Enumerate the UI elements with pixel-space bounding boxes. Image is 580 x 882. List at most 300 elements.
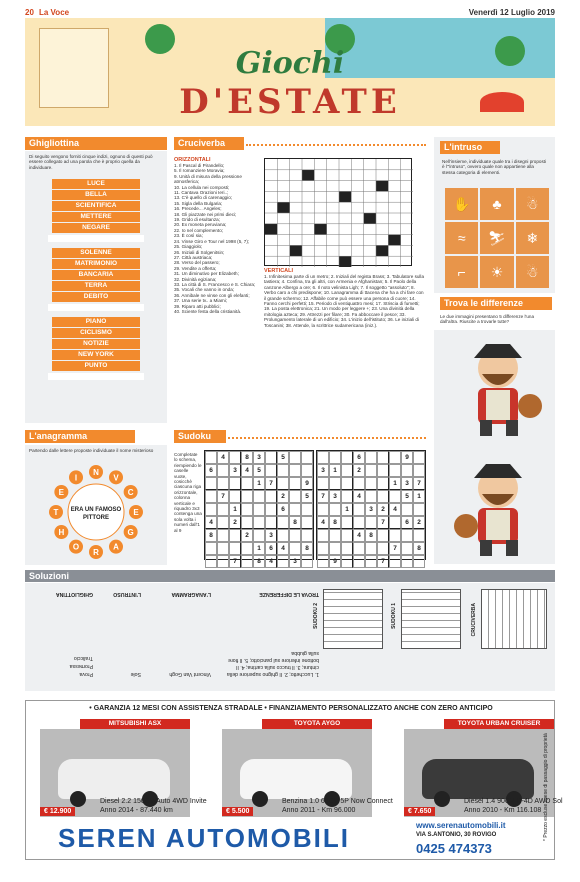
sudoku-cell[interactable]: 4 <box>389 503 401 516</box>
anagramma-letter: O <box>72 542 80 552</box>
anagramma-letter: R <box>93 548 99 557</box>
anagramma-wheel <box>30 460 162 564</box>
sudoku-cell[interactable]: 1 <box>413 490 425 503</box>
ad-phone: 0425 474373 <box>416 841 492 856</box>
sudoku-cell[interactable] <box>265 451 277 464</box>
sudoku-cell[interactable] <box>277 516 289 529</box>
sudoku-cell[interactable]: 2 <box>377 503 389 516</box>
sudoku-cell[interactable] <box>229 529 241 542</box>
sudoku-cell[interactable] <box>317 555 329 568</box>
solution-sudoku-2 <box>323 589 383 649</box>
sudoku-cell[interactable] <box>377 477 389 490</box>
sudoku-cell[interactable]: 9 <box>301 477 313 490</box>
sudoku-cell[interactable] <box>317 477 329 490</box>
sudoku-cell[interactable]: 4 <box>205 516 217 529</box>
car-price: € 7.650 <box>404 807 435 816</box>
sudoku-cell[interactable] <box>389 451 401 464</box>
sudoku-cell[interactable] <box>353 516 365 529</box>
sudoku-cell[interactable]: 2 <box>353 464 365 477</box>
sudoku-cell[interactable] <box>413 529 425 542</box>
sudoku-cell[interactable] <box>241 542 253 555</box>
soluzioni-title: Soluzioni <box>25 570 555 582</box>
sudoku-cell[interactable] <box>229 477 241 490</box>
sudoku-cell[interactable] <box>301 503 313 516</box>
sudoku-cell[interactable] <box>277 477 289 490</box>
sudoku-cell[interactable]: 6 <box>205 464 217 477</box>
verticali-heading: VERTICALI <box>264 268 294 274</box>
sudoku-cell[interactable]: 4 <box>217 451 229 464</box>
anagramma-title: L'anagramma <box>25 430 135 443</box>
soluzioni-label-intruso: L'INTRUSO <box>113 591 141 597</box>
sudoku-cell[interactable] <box>241 503 253 516</box>
car-description: Diesel 1.4 90CV D-4D AWD Sol <box>464 798 563 805</box>
sudoku-cell[interactable]: 3 <box>365 503 377 516</box>
soluzioni-label-differenze: TROVA LE DIFFERENZE <box>259 591 319 597</box>
sudoku-cell[interactable] <box>265 516 277 529</box>
snowman2-icon: ☃ <box>516 256 549 288</box>
sudoku-cell[interactable] <box>289 490 301 503</box>
anagramma-letter: V <box>113 473 119 483</box>
sudoku-cell[interactable]: 7 <box>389 542 401 555</box>
sudoku-cell[interactable] <box>301 555 313 568</box>
sudoku-grid-2 <box>316 450 426 565</box>
ghigliottina-group <box>25 317 167 380</box>
car-model-label: TOYOTA AYGO <box>262 719 372 729</box>
anagramma-letter: G <box>127 528 134 537</box>
car-model-label: MITSUBISHI ASX <box>80 719 190 729</box>
sudoku-cell[interactable] <box>253 490 265 503</box>
crossword-black-cell <box>376 181 388 192</box>
ghigliottina-word: LUCE <box>52 179 140 189</box>
sudoku-cell[interactable]: 7 <box>217 490 229 503</box>
wheel-icon <box>252 791 268 807</box>
ghigliottina-group <box>25 179 167 242</box>
sudoku-cell[interactable] <box>365 555 377 568</box>
ghigliottina-intro: Di seguito vengono forniti cinque indizi, ognuno di questi può essere collegato ad una parola che è proprio quella da individuare. <box>29 154 153 170</box>
ad-address: VIA S.ANTONIO, 30 ROVIGO <box>416 832 497 838</box>
sudoku-cell[interactable] <box>317 542 329 555</box>
sudoku-cell[interactable] <box>301 451 313 464</box>
pirate-image-1 <box>450 336 546 438</box>
sudoku-cell[interactable] <box>389 516 401 529</box>
sudoku-cell[interactable]: 4 <box>241 464 253 477</box>
sudoku-cell[interactable]: 3 <box>289 555 301 568</box>
anagramma-hint: PITTORE <box>83 515 109 521</box>
anagramma-letter: C <box>127 488 134 497</box>
car-price: € 12.900 <box>40 807 75 816</box>
sudoku-cell[interactable] <box>341 451 353 464</box>
sudoku-cell[interactable] <box>389 464 401 477</box>
anagramma-letter: E <box>133 508 139 517</box>
soluzioni-label-sudoku-2: SUDOKU 2 <box>313 603 319 629</box>
sun-icon: ☀ <box>480 256 513 288</box>
sudoku-cell[interactable]: 4 <box>353 529 365 542</box>
ad-brand: SEREN AUTOMOBILI <box>58 823 351 853</box>
anagramma-letter: H <box>58 528 65 537</box>
ghigliottina-panel <box>25 151 167 423</box>
crossword-black-cell <box>290 245 302 256</box>
sudoku-cell[interactable]: 3 <box>229 464 241 477</box>
sudoku-cell[interactable] <box>377 451 389 464</box>
sudoku-cell[interactable] <box>413 451 425 464</box>
clue-orizzontale: 20. Ex moneta peruviana; <box>174 222 227 228</box>
soluzioni-intruso: Sole <box>130 671 141 677</box>
sudoku-cell[interactable] <box>289 503 301 516</box>
sudoku-cell[interactable]: 5 <box>277 451 289 464</box>
car-description: Anno 2014 - 87.440 km <box>100 807 173 814</box>
clue-orizzontale: 10. La cellula nei composti; <box>174 184 230 190</box>
sudoku-cell[interactable]: 1 <box>329 464 341 477</box>
sudoku-cell[interactable] <box>229 490 241 503</box>
sudoku-cell[interactable] <box>401 542 413 555</box>
intruso-icons <box>445 188 549 288</box>
sudoku-cell[interactable]: 4 <box>277 542 289 555</box>
anagramma-hint: ERA UN FAMOSO <box>70 507 122 513</box>
sudoku-cell[interactable] <box>253 529 265 542</box>
sudoku-cell[interactable]: 3 <box>265 529 277 542</box>
soluzioni-ghig-3: Traliccio <box>73 655 93 661</box>
clue-orizzontale: 24. Vinse Giro e Tour nel 1998 (5, 7); <box>174 238 250 244</box>
mittens-icon: ✋ <box>445 188 478 220</box>
boots-icon: ⌐ <box>445 256 478 288</box>
ghigliottina-group <box>25 248 167 311</box>
sudoku-cell[interactable] <box>289 529 301 542</box>
anagramma-letter: N <box>93 468 99 477</box>
clue-orizzontale: 32. Divinità egiziana; <box>174 276 217 282</box>
orizzontali-block <box>174 157 260 314</box>
sudoku-cell[interactable] <box>341 555 353 568</box>
wheel-icon <box>70 791 86 807</box>
clue-orizzontale: 39. Riparo atti pubblici; <box>174 303 221 309</box>
sudoku-cell[interactable]: 3 <box>329 490 341 503</box>
ghigliottina-title: Ghigliottina <box>25 137 167 150</box>
sudoku-title: Sudoku <box>174 430 226 443</box>
sudoku-cell[interactable] <box>265 490 277 503</box>
clue-orizzontale: 15. Sigla della Bulgaria; <box>174 200 223 206</box>
sudoku-cell[interactable] <box>365 542 377 555</box>
sudoku-cell[interactable] <box>205 451 217 464</box>
sudoku-cell[interactable] <box>217 555 229 568</box>
sudoku-cell[interactable] <box>353 555 365 568</box>
soluzioni-label-sudoku-1: SUDOKU 1 <box>391 603 397 629</box>
sudoku-cell[interactable] <box>205 503 217 516</box>
sudoku-cell[interactable]: 1 <box>253 542 265 555</box>
sudoku-cell[interactable] <box>377 490 389 503</box>
sudoku-cell[interactable] <box>389 555 401 568</box>
soluzioni-differenze: 1. Lucchetto; 2. Il ghigno superiore della cintura; 3. Il trucco sulla cartina; 4. Il bottone inferiore sul panciotto; 5. Il fiore sulla giubba <box>227 650 319 677</box>
sudoku-cell[interactable]: 9 <box>329 555 341 568</box>
sudoku-cell[interactable]: 6 <box>401 516 413 529</box>
clue-orizzontale: 11. Cantava Orazioni Ieri..; <box>174 190 229 196</box>
sudoku-cell[interactable]: 4 <box>353 490 365 503</box>
sudoku-cell[interactable]: 5 <box>301 490 313 503</box>
sudoku-cell[interactable]: 1 <box>229 503 241 516</box>
crossword-black-cell <box>376 245 388 256</box>
sudoku-cell[interactable]: 8 <box>205 529 217 542</box>
sudoku-cell[interactable] <box>341 542 353 555</box>
sudoku-cell[interactable]: 1 <box>253 477 265 490</box>
sudoku-cell[interactable] <box>217 464 229 477</box>
sudoku-cell[interactable]: 8 <box>329 516 341 529</box>
ghigliottina-word: NOTIZIE <box>52 339 140 349</box>
verticali-block <box>264 268 426 328</box>
sudoku-cell[interactable] <box>265 503 277 516</box>
clue-orizzontale: 35. Vocali che vanno in onda; <box>174 287 235 293</box>
sudoku-cell[interactable]: 4 <box>317 516 329 529</box>
clue-orizzontale: 9. Unità di misura della pressione atmosferica; <box>174 173 242 185</box>
sudoku-cell[interactable] <box>413 503 425 516</box>
banner-title-line2: D'ESTATE <box>179 82 401 122</box>
crossword-black-cell <box>339 191 351 202</box>
pirate-image-2 <box>450 456 546 558</box>
soluzioni-label-anagramma: L'ANAGRAMMA <box>171 591 211 597</box>
sudoku-cell[interactable] <box>241 516 253 529</box>
car-price: € 5.500 <box>222 807 253 816</box>
sudoku-cell[interactable] <box>365 477 377 490</box>
sudoku-cell[interactable]: 8 <box>241 451 253 464</box>
sudoku-cell[interactable] <box>401 503 413 516</box>
sudoku-cell[interactable]: 6 <box>277 503 289 516</box>
sudoku-cell[interactable] <box>365 516 377 529</box>
sudoku-cell[interactable]: 8 <box>301 542 313 555</box>
ghigliottina-word: BELLA <box>52 190 140 200</box>
clue-orizzontale: 19. Grido di esultanza; <box>174 217 220 223</box>
sudoku-cell[interactable]: 2 <box>229 516 241 529</box>
sudoku-cell[interactable]: 3 <box>253 451 265 464</box>
sudoku-cell[interactable] <box>241 477 253 490</box>
sudoku-cell[interactable] <box>413 464 425 477</box>
clue-orizzontale: 22. Io nel complemento; <box>174 227 224 233</box>
sudoku-cell[interactable]: 7 <box>317 490 329 503</box>
sudoku-cell[interactable] <box>365 490 377 503</box>
solution-crossword <box>481 589 547 649</box>
clue-orizzontale: 40. Sciente festa della cristianità. <box>174 308 242 314</box>
crossword-black-cell <box>388 235 400 246</box>
soluzioni-ghig-2: Promessa <box>69 663 93 669</box>
intruso-intro: Nell'insieme, individuate quale tra i disegni proposti è l'"intruso", ovvero quale non appartiene alla stessa categoria di elementi. <box>442 159 547 175</box>
sudoku-cell[interactable]: 7 <box>265 477 277 490</box>
clue-orizzontale: 1. Il Pascal di Pirandello; <box>174 163 225 168</box>
crossword-black-cell <box>265 224 277 235</box>
sudoku-cell[interactable]: 8 <box>253 555 265 568</box>
sudoku-cell[interactable] <box>401 555 413 568</box>
sudoku-cell[interactable]: 7 <box>377 555 389 568</box>
sudoku-cell[interactable] <box>289 477 301 490</box>
sudoku-cell[interactable] <box>341 477 353 490</box>
palm-tree-icon: ♣ <box>480 188 513 220</box>
sudoku-cell[interactable] <box>301 516 313 529</box>
sudoku-cell[interactable] <box>377 464 389 477</box>
sudoku-cell[interactable]: 3 <box>401 477 413 490</box>
ghigliottina-word: NEGARE <box>52 223 140 233</box>
sudoku-cell[interactable] <box>329 529 341 542</box>
sudoku-divider <box>228 437 426 439</box>
sudoku-cell[interactable] <box>253 503 265 516</box>
car-description: Diesel 2.2 150CV Auto 4WD Invite <box>100 798 207 805</box>
sudoku-cell[interactable] <box>317 451 329 464</box>
sudoku-cell[interactable] <box>329 542 341 555</box>
answer-field[interactable] <box>48 304 144 311</box>
sudoku-cell[interactable] <box>289 464 301 477</box>
sudoku-cell[interactable]: 6 <box>265 542 277 555</box>
clue-orizzontale: 27. Città austriaca; <box>174 254 213 260</box>
sudoku-cell[interactable]: 9 <box>401 451 413 464</box>
sudoku-cell[interactable]: 5 <box>253 464 265 477</box>
sudoku-cell[interactable] <box>217 529 229 542</box>
answer-field[interactable] <box>48 373 144 380</box>
sudoku-cell[interactable] <box>241 490 253 503</box>
verticali-text: 1. Infinitesima parte di un metro; 2. Iniziali del regista Brass; 3. Tabulatore sulla tastiera; 4. Confina, tra gli altri, con Armenia e Afghanistan; 5. Il Paolo della canzone Albergo a ore; 6. Il noto velinista Ligh; 7. Il soggetto "assoluto"; 8. Verbo caro a chi predispone; 10. Lanagramma di ttacena che ha a chi fare con il grande schermo; 12. Affabile come può essere una persona di cuore; 14. Fanno cerchi perfetti; 15. Periodo di ventiquattro mesi; 17. Striscia di fumetti; 19. La posta elettronica; 21. Un modo per leggere +; 23. Una divinità della mitologia azteca; 29. Attrezzi per filare; 30. Fa abboccare il pesce; 33. Prolungamento laterale di un edificio; 34. L'inizio dell'istituto; 36. Le iniziali di Toscanini; 38. Attende, la scrittrice sudamericana (iniz.). <box>264 274 425 328</box>
sudoku-cell[interactable] <box>365 464 377 477</box>
sudoku-cell[interactable] <box>377 542 389 555</box>
sudoku-cell[interactable]: 8 <box>413 542 425 555</box>
sudoku-cell[interactable] <box>205 542 217 555</box>
sudoku-cell[interactable] <box>377 529 389 542</box>
orizzontali-list <box>174 163 260 314</box>
sudoku-cell[interactable]: 4 <box>265 555 277 568</box>
sudoku-cell[interactable]: 8 <box>289 516 301 529</box>
crossword-black-cell <box>364 213 376 224</box>
sudoku-cell[interactable]: 6 <box>353 451 365 464</box>
sudoku-cell[interactable] <box>301 529 313 542</box>
ghigliottina-word: PIANO <box>52 317 140 327</box>
sudoku-cell[interactable] <box>341 529 353 542</box>
sudoku-cell[interactable]: 3 <box>317 464 329 477</box>
sudoku-cell[interactable] <box>277 529 289 542</box>
sudoku-cell[interactable] <box>353 542 365 555</box>
sudoku-cell[interactable] <box>217 477 229 490</box>
ghigliottina-word: NEW YORK <box>52 350 140 360</box>
ghigliottina-word: DEBITO <box>52 292 140 302</box>
differenze-title: Trova le differenze <box>440 297 552 310</box>
soluzioni-label-cruciverba: CRUCIVERBA <box>471 603 477 637</box>
ghigliottina-groups <box>25 179 167 380</box>
ghigliottina-word: SOLENNE <box>52 248 140 258</box>
anagramma-letter: T <box>53 508 59 517</box>
ghigliottina-word: BANCARIA <box>52 270 140 280</box>
crossword-black-cell <box>314 224 326 235</box>
clue-orizzontale: 13. C'è quello di carenaggio; <box>174 195 233 201</box>
sudoku-cell[interactable]: 1 <box>389 477 401 490</box>
sudoku-cell[interactable] <box>353 477 365 490</box>
sudoku-cell[interactable] <box>365 451 377 464</box>
sudoku-cell[interactable] <box>241 555 253 568</box>
sudoku-cell[interactable] <box>289 542 301 555</box>
sudoku-cell[interactable] <box>389 529 401 542</box>
sudoku-cell[interactable] <box>265 464 277 477</box>
sudoku-cell[interactable] <box>205 477 217 490</box>
crossword-grid <box>264 158 412 266</box>
sudoku-cell[interactable] <box>217 503 229 516</box>
crossword-grid-lines <box>265 159 413 267</box>
solution-sudoku-1 <box>401 589 461 649</box>
sudoku-cell[interactable]: 2 <box>413 516 425 529</box>
sudoku-cell[interactable] <box>329 503 341 516</box>
sudoku-cell[interactable]: 2 <box>241 529 253 542</box>
soluzioni-text <box>29 587 319 677</box>
sudoku-cell[interactable]: 7 <box>229 555 241 568</box>
sudoku-cell[interactable] <box>205 555 217 568</box>
car-model-label: TOYOTA URBAN CRUISER <box>444 719 554 729</box>
sudoku-cell[interactable] <box>329 451 341 464</box>
page-number: 20 <box>25 8 34 17</box>
sudoku-cell[interactable]: 2 <box>277 490 289 503</box>
sudoku-cell[interactable] <box>341 516 353 529</box>
sudoku-cell[interactable] <box>317 503 329 516</box>
sudoku-cell[interactable]: 1 <box>341 503 353 516</box>
soluzioni-ghig-1: Prova <box>79 671 93 677</box>
clue-orizzontale: 36. Annibale ne vinse con gli elefanti; <box>174 292 250 298</box>
clue-orizzontale: 26. Iniziali di Solgenitsin; <box>174 249 225 255</box>
sudoku-cell[interactable] <box>277 555 289 568</box>
sudoku-cell[interactable] <box>229 451 241 464</box>
anagramma-letter: I <box>74 473 78 483</box>
clue-orizzontale: 31. Un diminutivo per Elizabeth; <box>174 271 239 277</box>
sudoku-cell[interactable] <box>205 490 217 503</box>
orizzontali-heading: ORIZZONTALI <box>174 157 211 163</box>
sudoku-cell[interactable]: 5 <box>401 490 413 503</box>
sudoku-cell[interactable] <box>389 490 401 503</box>
answer-field[interactable] <box>48 235 144 242</box>
cruciverba-divider <box>246 144 426 146</box>
sudoku-cell[interactable]: 7 <box>413 477 425 490</box>
snowflake-icon: ❄ <box>516 222 549 254</box>
ad-website[interactable]: www.serenautomobili.it <box>416 821 506 830</box>
car-dealer-ad <box>25 700 563 860</box>
sudoku-cell[interactable] <box>277 464 289 477</box>
sudoku-cell[interactable] <box>229 542 241 555</box>
sudoku-cell[interactable] <box>253 516 265 529</box>
ghigliottina-word: MATRIMONIO <box>52 259 140 269</box>
sudoku-cell[interactable] <box>329 477 341 490</box>
wheel-icon <box>434 791 450 807</box>
ghigliottina-word: SCIENTIFICA <box>52 201 140 211</box>
soluzioni-panel <box>25 583 555 691</box>
ad-side-note: * Prezzo escluse spese di passaggio di proprietà <box>543 733 549 841</box>
clue-orizzontale: 33. La città di S. Francesco e S. Chiara; <box>174 281 256 287</box>
sudoku-cell[interactable] <box>341 490 353 503</box>
skier-icon: ⛷ <box>480 222 513 254</box>
ghigliottina-word: TERRA <box>52 281 140 291</box>
sudoku-cell[interactable] <box>301 464 313 477</box>
clue-orizzontale: 18. Gli piazzate nei primi dieci; <box>174 211 237 217</box>
sudoku-cell[interactable] <box>401 464 413 477</box>
clue-orizzontale: 29. Vendite a offerta; <box>174 265 217 271</box>
sudoku-cell[interactable]: 8 <box>365 529 377 542</box>
clue-orizzontale: 28. Verso del passero; <box>174 260 220 266</box>
sudoku-cell[interactable] <box>317 529 329 542</box>
sudoku-cell[interactable] <box>217 542 229 555</box>
ghigliottina-word: METTERE <box>52 212 140 222</box>
cruciverba-title: Cruciverba <box>174 137 244 150</box>
sudoku-cell[interactable] <box>217 516 229 529</box>
sudoku-cell[interactable] <box>353 503 365 516</box>
ghigliottina-word: CICLISMO <box>52 328 140 338</box>
sudoku-cell[interactable]: 7 <box>377 516 389 529</box>
crossword-black-cell <box>339 256 351 267</box>
anagramma-letter: E <box>58 488 65 497</box>
sudoku-cell[interactable] <box>341 464 353 477</box>
sudoku-cell[interactable] <box>401 529 413 542</box>
car-description: Anno 2011 - Km 96.000 <box>282 807 356 814</box>
brand-name: La Voce <box>39 8 70 17</box>
title-banner <box>25 18 555 126</box>
car-description: Anno 2010 - Km 116.108 <box>464 807 542 814</box>
sudoku-cell[interactable] <box>413 555 425 568</box>
differenze-intro: Le due immagini presentano 5 differenze l'una dall'altra. Riuscite a trovarle tutte? <box>440 314 535 325</box>
sudoku-cell[interactable] <box>289 451 301 464</box>
crossword-black-cell <box>302 170 314 181</box>
